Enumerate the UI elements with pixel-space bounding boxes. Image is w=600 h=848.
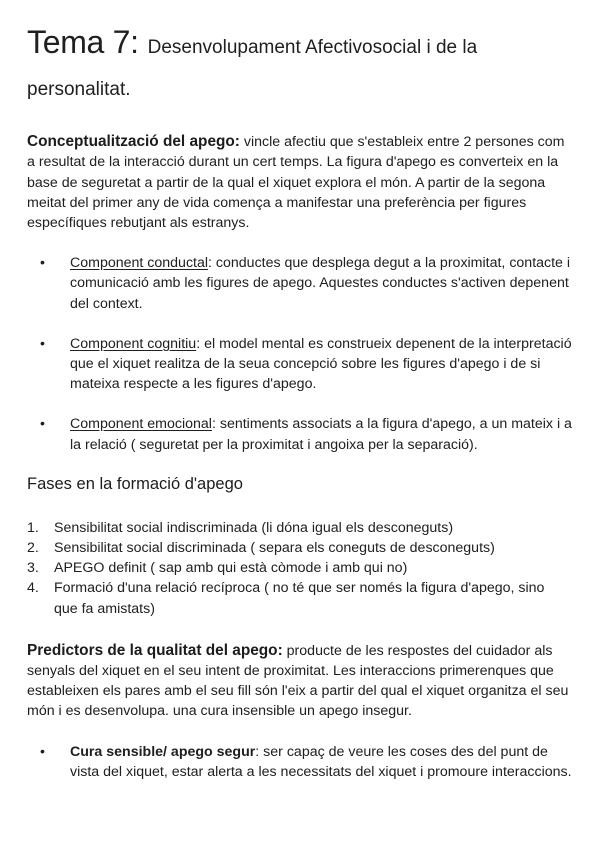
phase-item <box>27 558 572 578</box>
component-term: Component emocional <box>70 416 212 433</box>
phase-text: Formació d'una relació recíproca ( no té que ser només la figura d'apego, sino que fa amistats) <box>54 580 545 617</box>
phase-item <box>27 578 572 618</box>
component-item <box>27 334 572 395</box>
concept-text: vincle afectiu que s'estableix entre 2 persones com a resultat de la interacció durant un cert temps. La figura d'apego es converteix en la base de seguretat a partir de la qual el xiquet explora el món. A partir de la segona meitat del primer any de vida comença a manifestar una preferència per figures específiques rebutjant als estranys. <box>27 134 565 231</box>
phases-list <box>27 518 572 619</box>
predictor-item <box>27 742 572 782</box>
predictors-paragraph <box>27 641 572 722</box>
phase-number: 1. <box>27 519 39 536</box>
phase-number: 3. <box>27 560 39 577</box>
predictors-list <box>27 742 572 782</box>
component-text: : conductes que desplega degut a la proximitat, contacte i comunicació amb les figures de apego. Aquestes conductes s'activen depenent del context. <box>70 255 571 312</box>
concept-paragraph <box>27 132 572 233</box>
component-term: Component conductal <box>70 255 209 272</box>
phase-text: Sensibilitat social discriminada ( separa els coneguts de desconeguts) <box>54 540 495 557</box>
component-item <box>27 414 572 454</box>
title-main: Tema 7: <box>27 24 139 60</box>
phases-heading: Fases en la formació d'apego <box>27 474 243 493</box>
page-title <box>27 22 572 105</box>
concept-lead: Conceptualització del apego: <box>27 133 240 151</box>
component-term: Component cognitiu <box>70 335 197 352</box>
phase-number: 4. <box>27 580 39 597</box>
predictors-lead: Predictors de la qualitat del apego: <box>27 641 283 659</box>
phase-item <box>27 538 572 558</box>
component-item <box>27 253 572 314</box>
phase-text: Sensibilitat social indiscriminada (li dóna igual els desconeguts) <box>54 519 454 536</box>
bullet-icon: • <box>40 743 45 760</box>
bullet-icon: • <box>40 335 45 352</box>
title-subtitle: Desenvolupament Afectivosocial i de la personalitat. <box>27 37 478 100</box>
component-text: : sentiments associats a la figura d'apego, a un mateix i a la relació ( seguretat per la proximitat i angoixa per la separació). <box>70 416 572 453</box>
predictors-text: producte de les respostes del cuidador als senyals del xiquet en el seu intent de proximitat. Les interaccions primerenques que estableixen els pares amb el seu fill són l'eix a partir del qual el xiquet organitza el seu món i es desenvolupa. una cura insensible un apego insegur. <box>27 642 569 720</box>
phase-number: 2. <box>27 540 39 557</box>
components-list <box>27 253 572 455</box>
bullet-icon: • <box>40 255 45 272</box>
predictor-text: : ser capaç de veure les coses des del punt de vista del xiquet, estar alerta a les necessitats del xiquet i promoure interaccions. <box>70 743 572 780</box>
bullet-icon: • <box>40 416 45 433</box>
phase-item <box>27 518 572 538</box>
phase-text: APEGO definit ( sap amb qui està còmode i amb qui no) <box>54 560 408 577</box>
predictor-term: Cura sensible/ apego segur <box>70 743 256 760</box>
component-text: : el model mental es construeix depenent de la interpretació que el xiquet realitza de la seua concepció sobre les figures d'apego i de si mateixa respecte a les figures d'apego. <box>70 335 572 393</box>
